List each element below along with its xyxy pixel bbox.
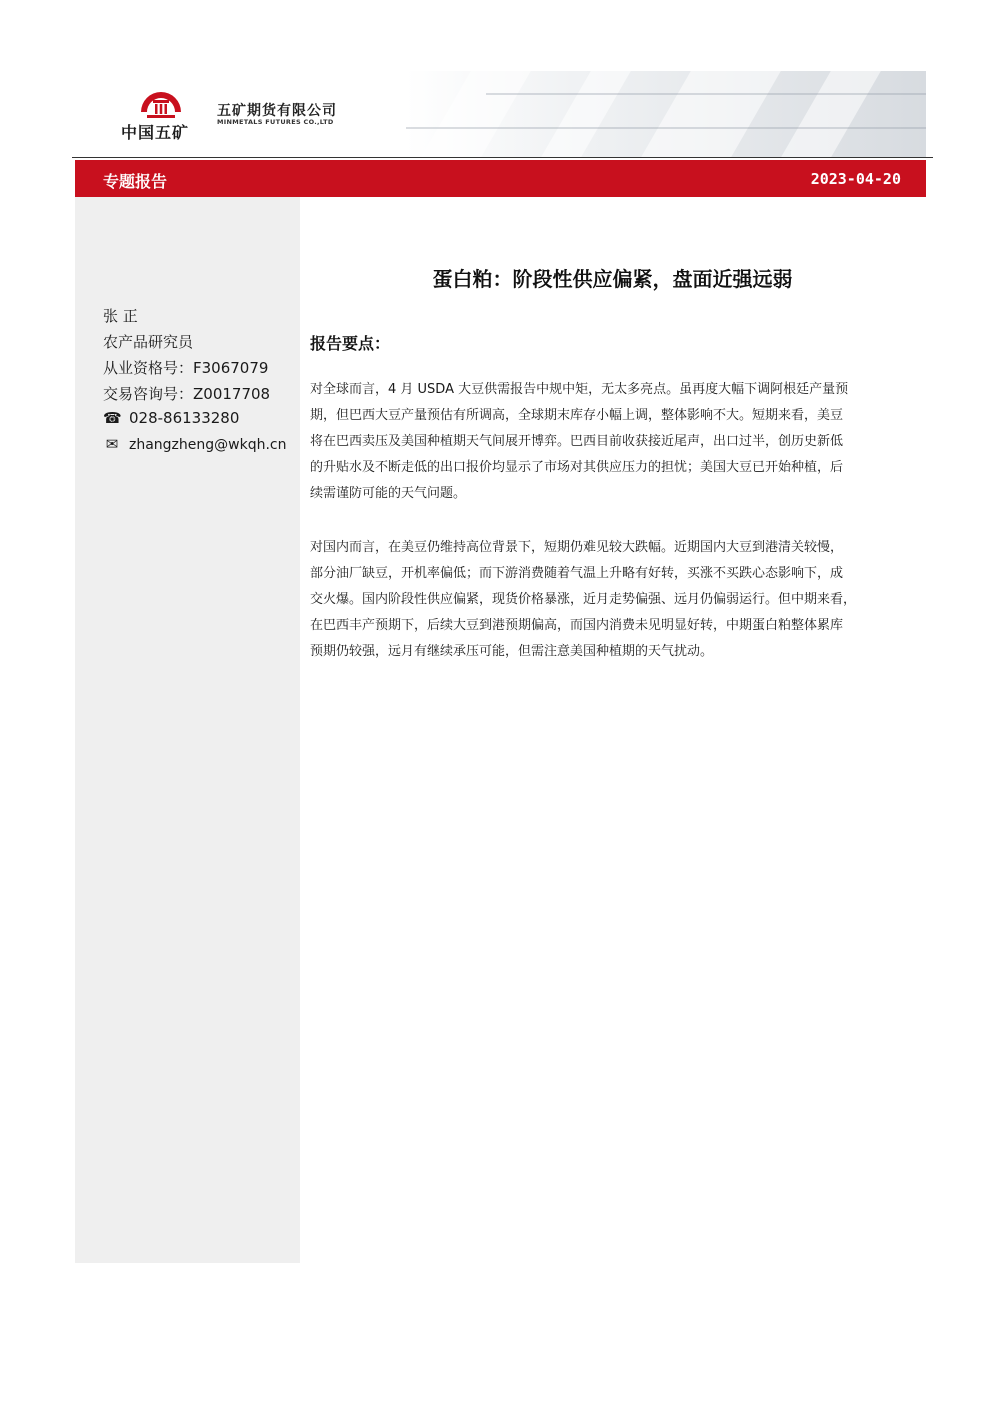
report-date: 2023-04-20 xyxy=(810,170,901,188)
author-role: 农产品研究员 xyxy=(103,333,194,351)
phone-icon: ☎ xyxy=(103,409,122,427)
paragraph-line: 部分油厂缺豆，开机率偏低；而下游消费随着气温上升略有好转，买涨不买跌心态影响下，成 xyxy=(310,566,844,581)
page-header xyxy=(75,71,926,157)
paragraph-line: 续需谨防可能的天气问题。 xyxy=(310,486,467,501)
paragraph-line: 的升贴水及不断走低的出口报价均显示了市场对其供应压力的担忧；美国大豆已开始种植，后 xyxy=(310,460,844,475)
author-email[interactable]: zhangzheng@wkqh.cn xyxy=(129,437,287,453)
paragraph-line: 对全球而言，4 月 USDA 大豆供需报告中规中矩，无太多亮点。虽再度大幅下调阿根廷产量预 xyxy=(310,382,849,397)
logo-text: 中国五矿 xyxy=(121,123,190,142)
header-divider xyxy=(72,157,933,158)
paragraph-line: 交火爆。国内阶段性供应偏紧，现货价格暴涨，近月走势偏强、远月仍偏弱运行。但中期来看， xyxy=(310,592,857,607)
author-name: 张 正 xyxy=(103,307,138,325)
author-email-row xyxy=(103,435,287,453)
author-phone-row xyxy=(103,409,239,427)
report-title: 蛋白粕：阶段性供应偏紧，盘面近强远弱 xyxy=(432,267,793,291)
paragraph-line: 对国内而言，在美豆仍维持高位背景下，短期仍难见较大跌幅。近期国内大豆到港清关较慢， xyxy=(310,540,844,555)
paragraph-line: 在巴西丰产预期下，后续大豆到港预期偏高，而国内消费未见明显好转，中期蛋白粕整体累库 xyxy=(310,618,844,633)
paragraph-line: 预期仍较强，远月有继续承压可能，但需注意美国种植期的天气扰动。 xyxy=(310,644,714,659)
author-qualification: 从业资格号：F3067079 xyxy=(103,359,269,377)
author-consulting-number: 交易咨询号：Z0017708 xyxy=(103,385,271,403)
paragraph-global xyxy=(310,377,916,507)
paragraph-line: 期，但巴西大豆产量预估有所调高，全球期末库存小幅上调，整体影响不大。短期来看，美豆 xyxy=(310,408,844,423)
author-sidebar xyxy=(75,197,300,1263)
company-name-cn: 五矿期货有限公司 xyxy=(217,103,337,119)
paragraph-line: 将在巴西卖压及美国种植期天气间展开博弈。巴西目前收获接近尾声，出口过半，创历史新低 xyxy=(310,434,844,449)
author-phone: 028-86133280 xyxy=(129,409,240,427)
report-type-band xyxy=(75,160,926,197)
envelope-icon: ✉ xyxy=(105,435,119,453)
minmetals-logo-icon xyxy=(137,86,185,122)
report-type-label: 专题报告 xyxy=(103,172,168,191)
section-heading: 报告要点： xyxy=(310,334,391,353)
header-building-graphic xyxy=(406,71,926,157)
company-name-en: MINMETALS FUTURES CO.,LTD xyxy=(217,118,334,126)
paragraph-domestic xyxy=(310,535,916,665)
